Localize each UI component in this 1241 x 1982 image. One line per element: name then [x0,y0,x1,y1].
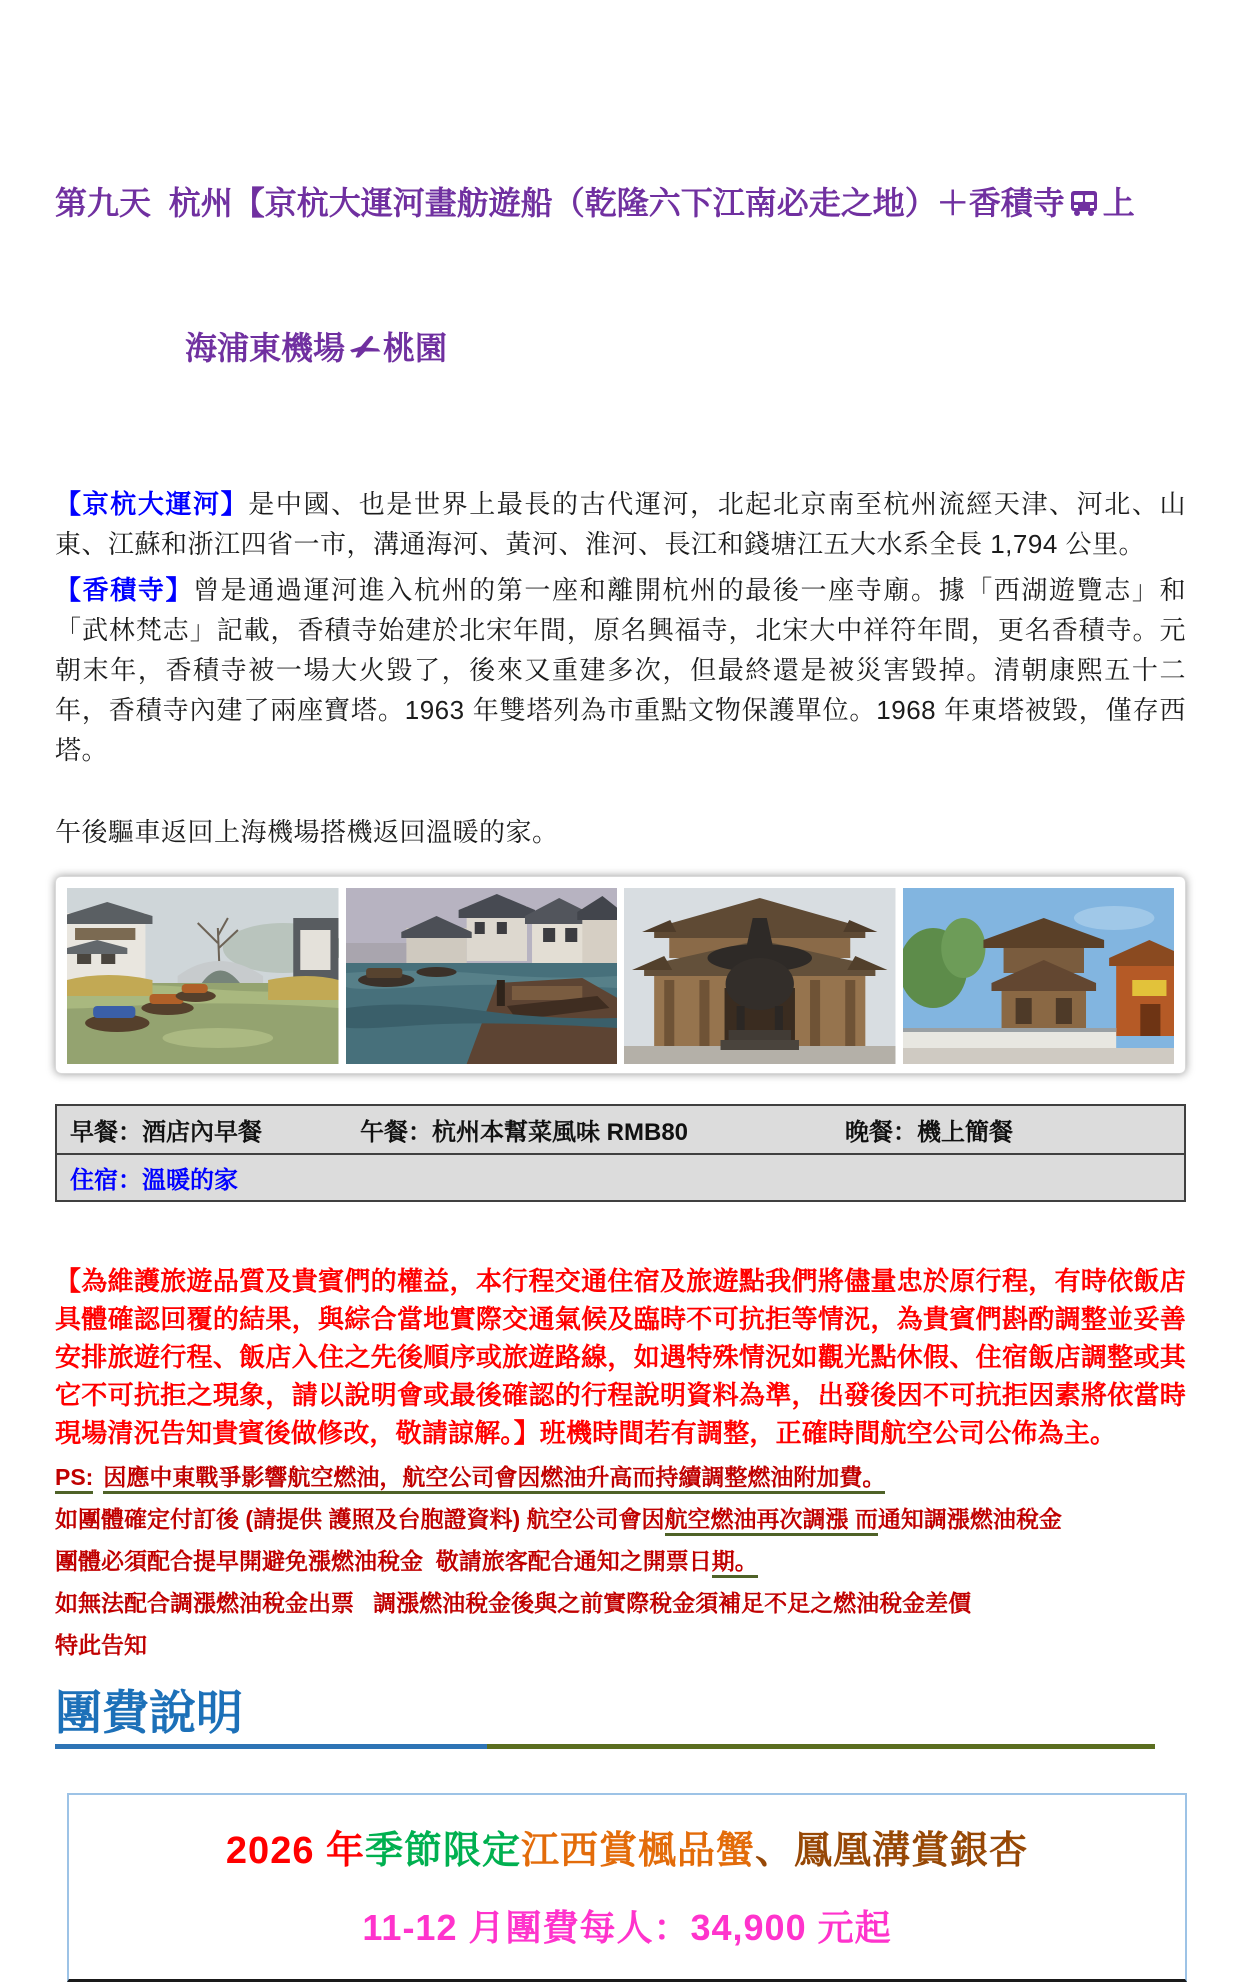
fee-section-divider [55,1744,1155,1749]
day-title-text-after-bus: 上 [1102,185,1135,221]
bus-icon [1067,184,1101,231]
ps-line-5 [55,1624,1186,1666]
ps-line5-text: 特此告知 [55,1632,147,1658]
divider-olive-segment [487,1744,1155,1749]
paragraph-xiangji-temple [55,570,1186,770]
lunch-cell: 午餐：杭州本幫菜風味 RMB80 [360,1119,689,1146]
ps-line4-text: 如無法配合調漲燃油稅金出票 調漲燃油稅金後與之前實際稅金須補足不足之燃油稅金差價 [55,1590,972,1616]
day-title [55,86,1186,470]
price-box-headline [79,1819,1175,1874]
ps-line1-text: 因應中東戰爭影響航空燃油，航空公司會因燃油升高而持續調整燃油附加費。 [103,1464,885,1494]
paragraph-grand-canal [55,484,1186,564]
photo-canal-bridge [67,888,339,1064]
paragraph-afternoon [55,812,1186,852]
ps-line-1 [55,1456,1186,1498]
ps-line3-pre: 團體必須配合提早開避免漲燃油稅金 敬請旅客配合通知之開票日 [55,1548,712,1574]
price-destination-brown: 、鳳凰溝賞銀杏 [755,1830,1029,1872]
divider-blue-segment [55,1744,487,1749]
price-season: 季節限定 [365,1830,522,1872]
day-title-line2 [55,325,1186,376]
grand-canal-label: 【京杭大運河】 [55,489,249,519]
ps-line2-pre: 如團體確定付訂後 (請提供 護照及台胞證資料) 航空公司會因 [55,1506,665,1532]
ps-line-4 [55,1582,1186,1624]
photo-temple-courtyard [903,888,1175,1064]
lodging-row [57,1155,1184,1200]
ps-line3-underlined: 期。 [712,1548,758,1578]
dinner-cell: 晚餐：機上簡餐 [845,1119,1013,1146]
fee-section-heading: 團費說明 [55,1686,243,1739]
ps-line2-underlined: 航空燃油再次調漲 而 [665,1506,878,1536]
ps-line-2 [55,1498,1186,1540]
day-title-text-pre-bus: 第九天 杭州【京杭大運河畫舫遊船（乾隆六下江南必走之地）＋香積寺 [55,185,1065,221]
breakfast-cell: 早餐：酒店內早餐 [70,1119,262,1146]
photo-incense-burner-temple [624,888,896,1064]
meal-table [55,1104,1186,1202]
lodging-cell: 住宿：溫暖的家 [70,1167,238,1194]
price-box [67,1793,1187,1982]
day-title-text-pre-plane: 海浦東機場 [185,330,346,366]
notice-paragraph [55,1262,1186,1452]
price-year: 2026 年 [225,1830,366,1872]
price-destination-orange: 江西賞楓品蟹 [521,1830,756,1872]
notice-text: 【為維護旅遊品質及貴賓們的權益，本行程交通住宿及旅遊點我們將儘量忠於原行程，有時依飯店具體確認回覆的結果，與綜合當地實際交通氣候及臨時不可抗拒等情況，為貴賓們斟酌調整並妥善安排旅遊行程、飯店入住之先後順序或旅遊路線，如遇特殊情況如觀光點休假、住宿飯店調整或其它不可抗拒之現象，請以說明會或最後確認的行程說明資料為準，出發後因不可抗拒因素將依當時現場清況告知貴賓後做修改，敬請諒解。】班機時間若有調整，正確時間航空公司公佈為主。 [55,1266,1186,1448]
photo-canal-boats [346,888,618,1064]
price-amount-line: 11-12 月團費每人：34,900 元起 [362,1907,892,1948]
xiangji-temple-label: 【香積寺】 [55,575,194,605]
itinerary-page [0,86,1241,1948]
grand-canal-text: 是中國、也是世界上最長的古代運河，北起北京南至杭州流經天津、河北、山東、江蘇和浙江四省一市，溝通海河、黃河、淮河、長江和錢塘江五大水系全長 1,794 公里。 [55,489,1186,559]
day-title-text-after-plane: 桃園 [383,330,448,366]
ps-label: PS: [55,1464,93,1494]
ps-line-3 [55,1540,1186,1582]
ps-block [55,1456,1186,1666]
xiangji-temple-text: 曾是通過運河進入杭州的第一座和離開杭州的最後一座寺廟。據「西湖遊覽志」和「武林梵志」記載，香積寺始建於北宋年間，原名興福寺，北宋大中祥符年間，更名香積寺。元朝末年，香積寺被一場大火毀了，後來又重建多次，但最終還是被災害毀掉。清朝康熙五十二年，香積寺內建了兩座寶塔。1963 年雙塔列為市重點文物保護單位。1968 年東塔被毀，僅存西塔。 [55,575,1186,765]
afternoon-text: 午後驅車返回上海機場搭機返回溫暖的家。 [55,817,559,847]
photo-strip [55,876,1186,1074]
day-title-line1 [55,180,1186,231]
plane-icon [347,329,381,376]
meal-row [57,1106,1184,1155]
ps-line2-post: 通知調漲燃油稅金 [877,1506,1062,1532]
